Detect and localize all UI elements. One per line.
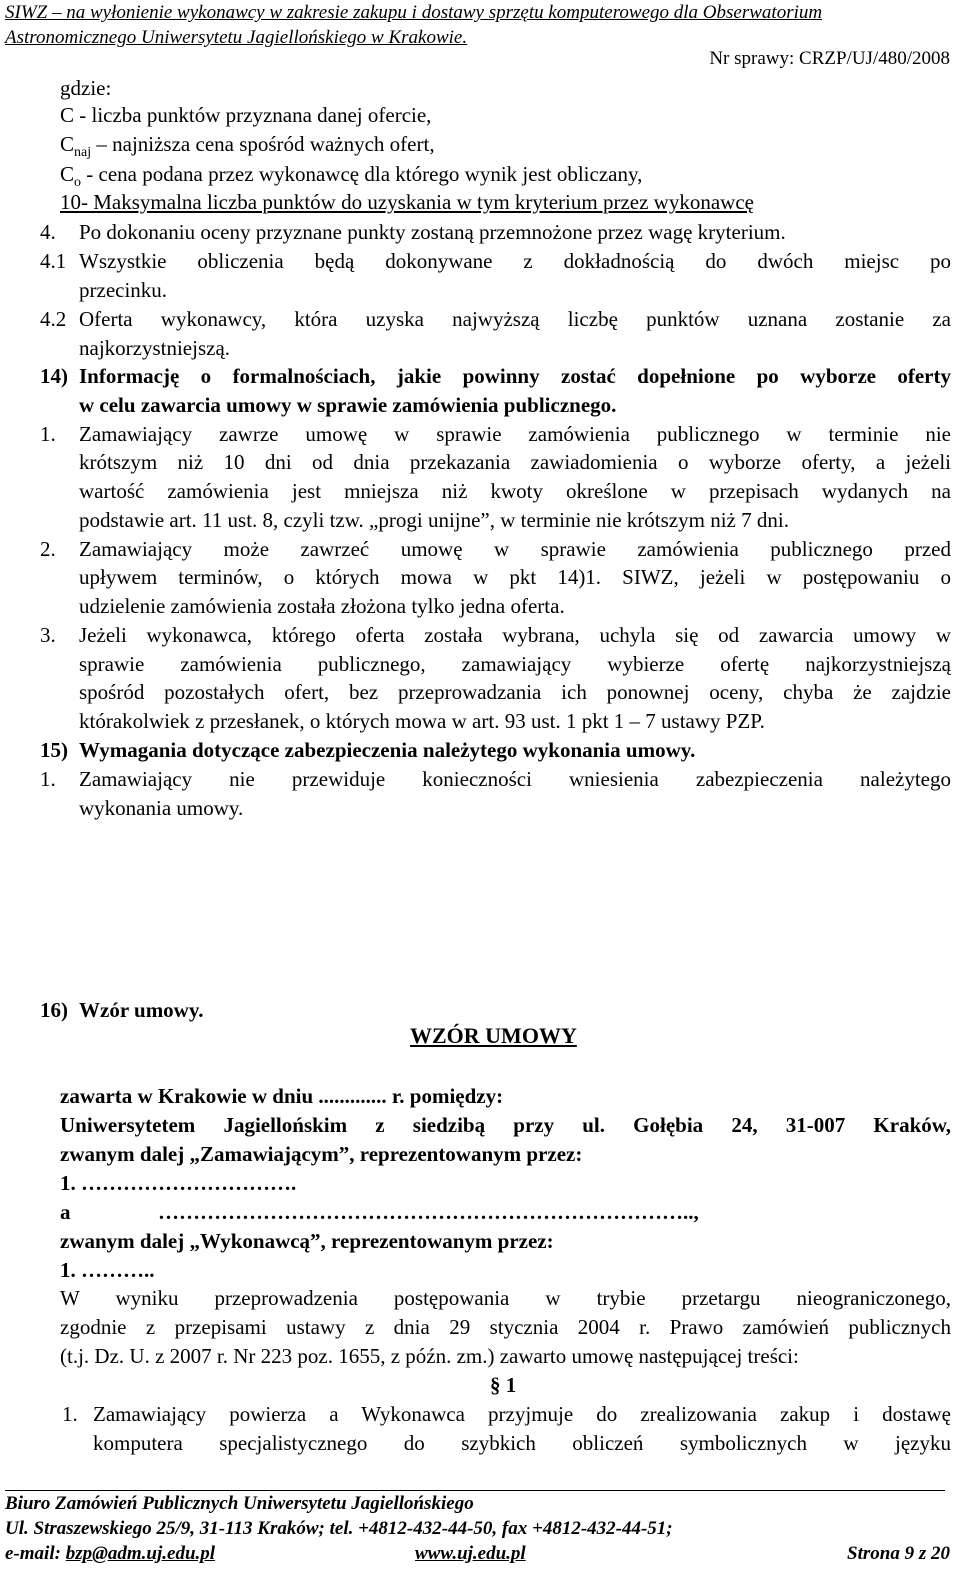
point-4: Po dokonaniu oceny przyznane punkty zostaną przemnożone przez wagę kryterium.	[79, 220, 786, 244]
s14-item-1-num: 1.	[40, 422, 56, 446]
header-line-2: Astronomicznego Uniwersytetu Jagiellońskiego w Krakowie.	[5, 27, 468, 48]
contract-para-3: (t.j. Dz. U. z 2007 r. Nr 223 poz. 1655, z późn. zm.) zawarto umowę następującej treści:	[60, 1344, 799, 1368]
s14-item-1-l2: krótszym niż 10 dni od dnia przekazania zawiadomienia o wyborze oferty, a jeżeli	[79, 450, 951, 474]
contract-para-1: W wyniku przeprowadzenia postępowania w trybie przetargu nieograniczonego,	[60, 1286, 951, 1310]
s14-item-3-l4: którakolwiek z przesłanek, o których mowa w art. 93 ust. 1 pkt 1 – 7 ustawy PZP.	[79, 709, 765, 733]
co-prefix: C	[60, 162, 75, 186]
s14-item-1-l3: wartość zamówienia jest mniejsza niż kwoty określone w przepisach wydanych na	[79, 479, 951, 503]
cnaj-prefix: C	[60, 132, 75, 156]
footer-line-2: Ul. Straszewskiego 25/9, 31-113 Kraków; tel. +4812-432-44-50, fax +4812-432-44-51;	[5, 1518, 673, 1539]
contract-line-1: zawarta w Krakowie w dniu ............. r. pomiędzy:	[60, 1084, 504, 1108]
s15-item-1-num: 1.	[40, 767, 56, 791]
clause-1-num: 1.	[62, 1402, 78, 1426]
paragraph-symbol-1: § 1	[490, 1373, 517, 1397]
s15-item-1-l1: Zamawiający nie przewiduje konieczności wniesienia zabezpieczenia należytego	[79, 767, 951, 791]
clause-1-l1: Zamawiający powierza a Wykonawca przyjmuje do zrealizowania zakup i dostawę	[93, 1402, 951, 1426]
footer-email-label: e-mail:	[5, 1543, 61, 1564]
co-sub: o	[74, 175, 82, 191]
s14-item-2-l3: udzielenie zamówienia została złożona tylko jedna oferta.	[79, 594, 565, 618]
footer-line-3	[5, 1543, 955, 1565]
contract-line-5a: a	[60, 1200, 71, 1224]
formula-max: 10- Maksymalna liczba punktów do uzyskania w tym kryterium przez wykonawcę	[60, 190, 754, 214]
section-14-title-b: w celu zawarcia umowy w sprawie zamówienia publicznego.	[79, 393, 617, 417]
contract-line-7: 1. ………..	[60, 1258, 155, 1282]
footer-email-link[interactable]: bzp@adm.uj.edu.pl	[65, 1543, 216, 1564]
formula-c: C - liczba punktów przyznana danej ofercie,	[60, 103, 432, 127]
contract-line-4: 1. ………………………….	[60, 1171, 297, 1195]
s14-item-1-l4: podstawie art. 11 ust. 8, czyli tzw. „progi unijne”, w terminie nie krótszym niż 7 dni.	[79, 508, 789, 532]
section-14-num: 14)	[40, 364, 68, 388]
contract-title: WZÓR UMOWY	[410, 1023, 577, 1048]
footer-www-link[interactable]: www.uj.edu.pl	[415, 1543, 526, 1564]
s14-item-1-l1: Zamawiający zawrze umowę w sprawie zamówienia publicznego w terminie nie	[79, 422, 951, 446]
section-16-num: 16)	[40, 998, 68, 1022]
cnaj-text: – najniższa cena spośród ważnych ofert,	[91, 132, 435, 156]
s14-item-3-num: 3.	[40, 623, 56, 647]
cnaj-sub: naj	[74, 145, 92, 161]
point-41-b: przecinku.	[79, 278, 168, 302]
section-14-title-a: Informację o formalnościach, jakie powinny zostać dopełnione po wyborze oferty	[79, 364, 951, 388]
header-line-1: SIWZ – na wyłonienie wykonawcy w zakresie zakupu i dostawy sprzętu komputerowego dla Obserwatorium	[5, 2, 823, 23]
point-42-b: najkorzystniejszą.	[79, 336, 231, 360]
formula-where: gdzie:	[60, 76, 112, 100]
contract-line-3: zwanym dalej „Zamawiającym”, reprezentowanym przez:	[60, 1142, 583, 1166]
s14-item-2-l1: Zamawiający może zawrzeć umowę w sprawie zamówienia publicznego przed	[79, 537, 951, 561]
contract-line-5b: …………………………………………………………………..,	[158, 1200, 699, 1224]
co-text: - cena podana przez wykonawcę dla którego wynik jest obliczany,	[81, 162, 643, 186]
point-42-a: Oferta wykonawcy, która uzyska najwyższą liczbę punktów uznana zostanie za	[79, 307, 951, 331]
s14-item-2-l2: upływem terminów, o których mowa w pkt 14)1. SIWZ, jeżeli w postępowaniu o	[79, 565, 951, 589]
s14-item-2-num: 2.	[40, 537, 56, 561]
section-16-title: Wzór umowy.	[79, 998, 204, 1022]
point-42-num: 4.2	[40, 307, 67, 331]
footer-line-1: Biuro Zamówień Publicznych Uniwersytetu Jagiellońskiego	[5, 1493, 474, 1514]
s14-item-3-l1: Jeżeli wykonawca, którego oferta została wybrana, uchyla się od zawarcia umowy w	[79, 623, 951, 647]
clause-1-l2: komputera specjalistycznego do szybkich obliczeń symbolicznych w języku	[93, 1431, 951, 1455]
contract-line-2: Uniwersytetem Jagiellońskim z siedzibą przy ul. Gołębia 24, 31-007 Kraków,	[60, 1113, 951, 1137]
s15-item-1-l2: wykonania umowy.	[79, 796, 244, 820]
s14-item-3-l2: sprawie zamówienia publicznego, zamawiający wybierze ofertę najkorzystniejszą	[79, 652, 951, 676]
page-number: Strona 9 z 20	[847, 1543, 950, 1564]
point-4-num: 4.	[40, 220, 56, 244]
contract-line-6: zwanym dalej „Wykonawcą”, reprezentowanym przez:	[60, 1229, 554, 1253]
section-15-num: 15)	[40, 738, 68, 762]
point-41-num: 4.1	[40, 249, 67, 273]
point-41-a: Wszystkie obliczenia będą dokonywane z dokładnością do dwóch miejsc po	[79, 249, 951, 273]
contract-para-2: zgodnie z przepisami ustawy z dnia 29 stycznia 2004 r. Prawo zamówień publicznych	[60, 1315, 951, 1339]
case-number: Nr sprawy: CRZP/UJ/480/2008	[709, 48, 950, 69]
footer-divider	[5, 1490, 945, 1491]
section-15-title: Wymagania dotyczące zabezpieczenia należytego wykonania umowy.	[79, 738, 696, 762]
s14-item-3-l3: spośród pozostałych ofert, bez przeprowadzania ich ponownej oceny, chyba że zajdzie	[79, 680, 951, 704]
